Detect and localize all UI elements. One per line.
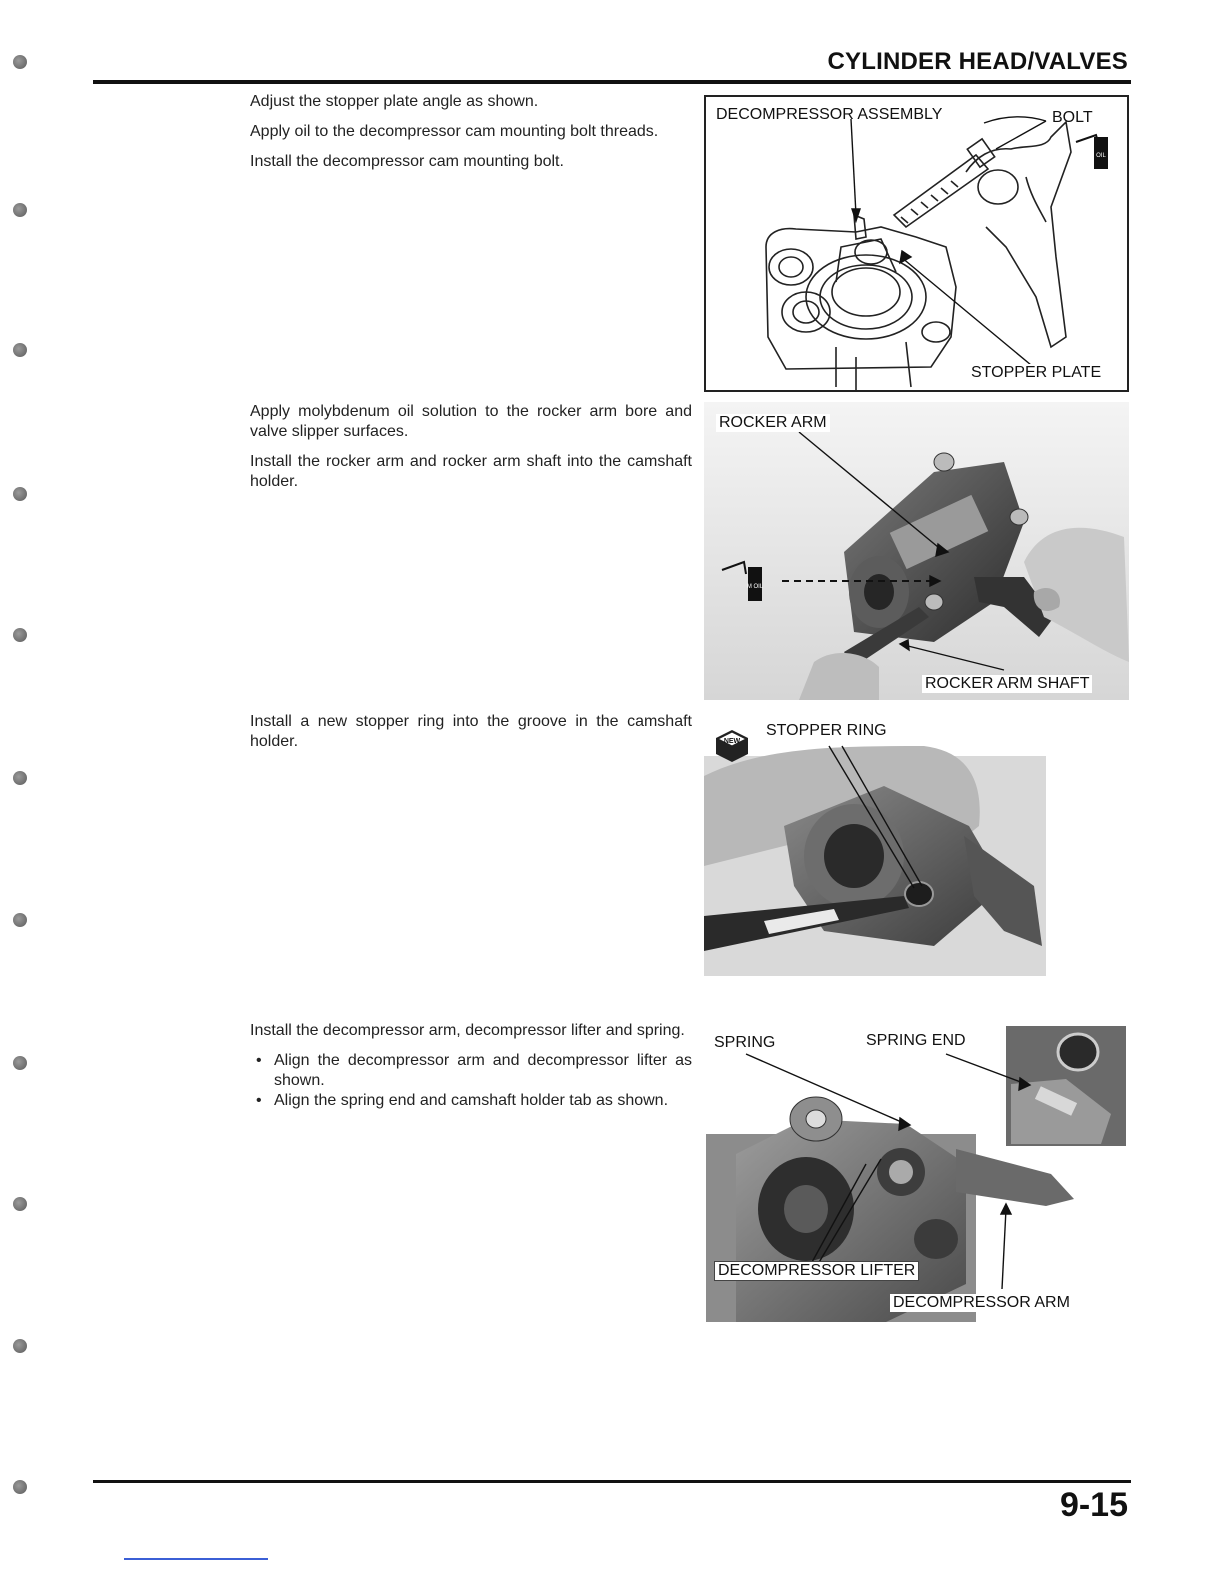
label-bolt: BOLT	[1052, 109, 1093, 126]
step-rocker-arm	[250, 402, 692, 502]
bullet-list	[250, 1051, 692, 1111]
scan-mark	[124, 1558, 268, 1560]
label-spring: SPRING	[714, 1034, 776, 1051]
label-decompressor-assembly: DECOMPRESSOR ASSEMBLY	[716, 106, 943, 123]
figure-decompressor-assembly	[704, 95, 1129, 392]
page-number: 9-15	[1059, 1486, 1128, 1524]
footer-rule	[93, 1480, 1131, 1483]
new-badge-text: NEW	[723, 738, 741, 745]
step-decompressor	[250, 1021, 692, 1111]
oil-can-icon	[1076, 135, 1108, 169]
header-rule	[93, 80, 1131, 84]
label-stopper-plate: STOPPER PLATE	[968, 364, 1104, 382]
stopper-ring-photo	[704, 716, 1046, 976]
step-stopper-ring	[250, 712, 692, 762]
binder-hole	[13, 1056, 27, 1070]
step-paragraph: Install the decompressor arm, decompressor lifter and spring.	[250, 1022, 685, 1039]
figure-rocker-arm	[704, 402, 1129, 700]
step-paragraph: Install the decompressor cam mounting bolt.	[250, 153, 564, 170]
binder-hole	[13, 343, 27, 357]
decompressor-drawing	[706, 97, 1127, 390]
step-stopper-plate	[250, 92, 692, 182]
binder-hole	[13, 1339, 27, 1353]
step-paragraph: Install a new stopper ring into the groove in the camshaft holder.	[250, 713, 692, 750]
step-paragraph: Apply oil to the decompressor cam mounting bolt threads.	[250, 123, 659, 140]
label-rocker-arm-shaft: ROCKER ARM SHAFT	[922, 675, 1092, 693]
label-decompressor-lifter: DECOMPRESSOR LIFTER	[714, 1261, 919, 1281]
oil-symbol-text: OIL	[1096, 153, 1106, 159]
figure-stopper-ring	[704, 716, 1046, 976]
label-decompressor-arm: DECOMPRESSOR ARM	[890, 1294, 1073, 1312]
bullet-item: • Align the decompressor arm and decompressor lifter as shown.	[274, 1051, 692, 1091]
binder-hole	[13, 1480, 27, 1494]
binder-hole	[13, 771, 27, 785]
step-paragraph: Apply molybdenum oil solution to the rocker arm bore and valve slipper surfaces.	[250, 403, 692, 440]
binder-hole	[13, 487, 27, 501]
moly-symbol-text: M OIL	[746, 584, 764, 590]
step-paragraph: Adjust the stopper plate angle as shown.	[250, 93, 539, 110]
binder-hole	[13, 203, 27, 217]
bullet-item: • Align the spring end and camshaft holder tab as shown.	[274, 1091, 692, 1111]
label-spring-end: SPRING END	[866, 1032, 966, 1049]
section-title: CYLINDER HEAD/VALVES	[827, 48, 1128, 75]
binder-hole	[13, 628, 27, 642]
figure-decompressor-lifter	[706, 1024, 1128, 1322]
step-paragraph: Install the rocker arm and rocker arm shaft into the camshaft holder.	[250, 453, 692, 490]
binder-hole	[13, 913, 27, 927]
label-rocker-arm: ROCKER ARM	[716, 414, 830, 432]
label-stopper-ring: STOPPER RING	[766, 722, 887, 739]
binder-hole	[13, 1197, 27, 1211]
binder-hole	[13, 55, 27, 69]
rocker-arm-photo	[704, 402, 1129, 700]
